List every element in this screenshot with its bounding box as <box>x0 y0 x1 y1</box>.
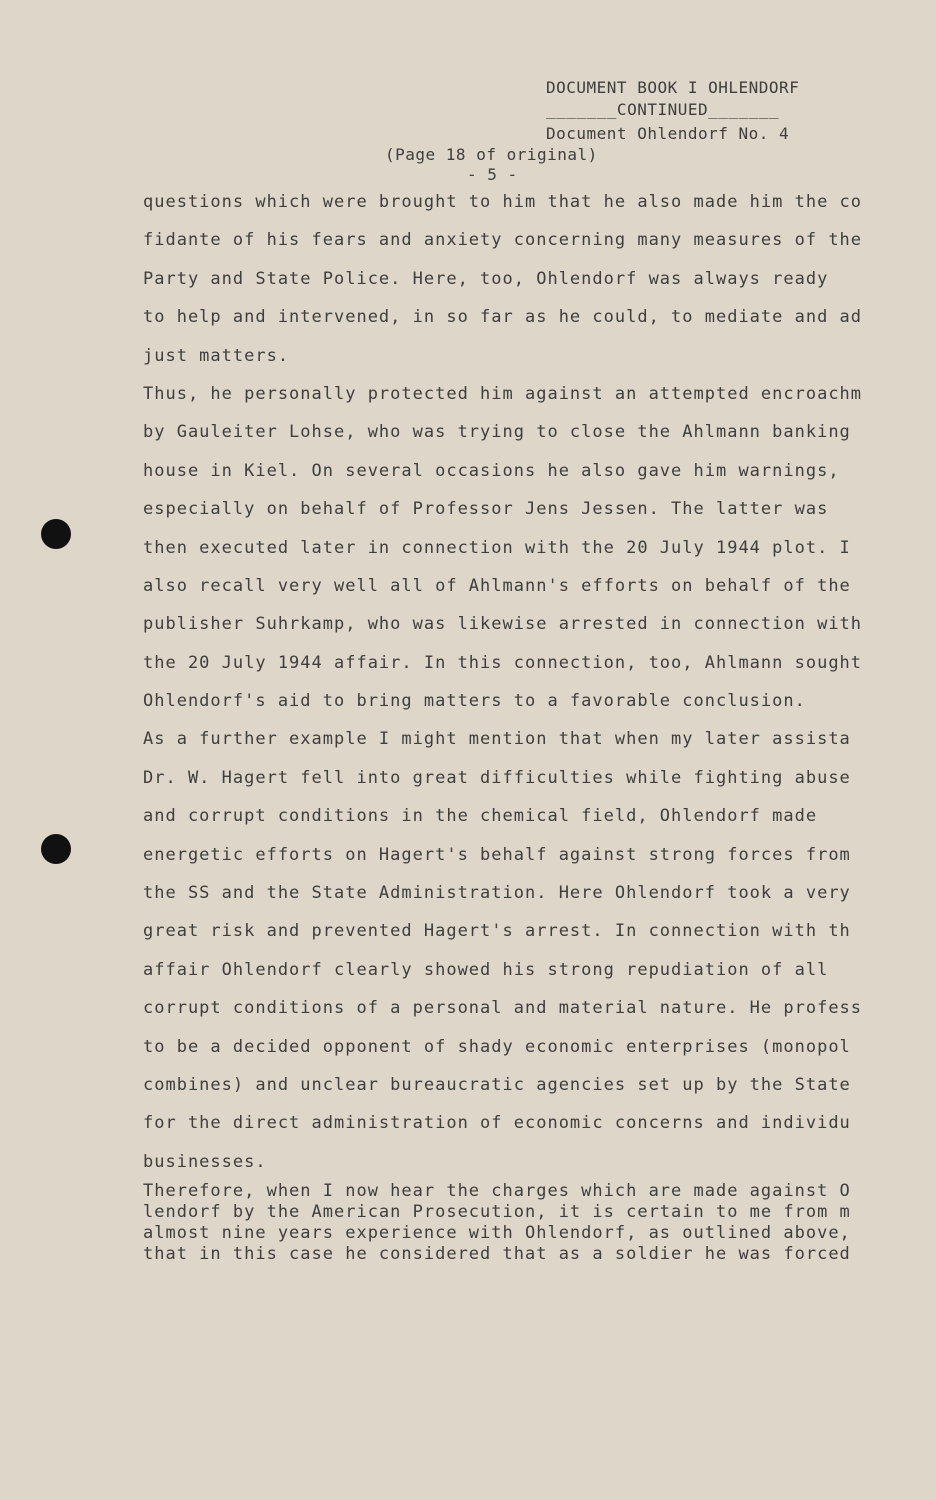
text-line: affair Ohlendorf clearly showed his strong repudiation of all <box>143 959 829 980</box>
text-line: Party and State Police. Here, too, Ohlendorf was always ready <box>143 268 829 289</box>
text-line: great risk and prevented Hagert's arrest. In connection with th <box>143 921 851 942</box>
punch-hole-top <box>41 519 71 549</box>
text-line: just matters. <box>143 345 290 366</box>
text-line: by Gauleiter Lohse, who was trying to close the Ahlmann banking <box>143 422 851 443</box>
text-line: businesses. <box>143 1151 267 1172</box>
text-line: that in this case he considered that as a soldier he was forced <box>143 1244 851 1265</box>
text-line: especially on behalf of Professor Jens Jessen. The latter was <box>143 499 829 520</box>
text-line: to help and intervened, in so far as he could, to mediate and ad <box>143 307 863 328</box>
text-line: lendorf by the American Prosecution, it is certain to me from m <box>143 1202 851 1223</box>
text-line: combines) and unclear bureaucratic agencies set up by the State <box>143 1074 851 1095</box>
text-line: house in Kiel. On several occasions he also gave him warnings, <box>143 460 840 481</box>
text-line: Thus, he personally protected him against an attempted encroachm <box>143 383 863 404</box>
document-book-title: DOCUMENT BOOK I OHLENDORF <box>546 78 800 97</box>
page-number: - 5 - <box>467 165 518 184</box>
text-line: almost nine years experience with Ohlendorf, as outlined above, <box>143 1223 851 1244</box>
text-line: the SS and the State Administration. Here Ohlendorf took a very <box>143 883 851 904</box>
text-line: corrupt conditions of a personal and material nature. He profess <box>143 998 863 1019</box>
document-body <box>143 183 881 1265</box>
text-line: questions which were brought to him that he also made him the co <box>143 192 863 212</box>
text-line: publisher Suhrkamp, who was likewise arrested in connection with <box>143 614 863 635</box>
text-line: the 20 July 1944 affair. In this connection, too, Ahlmann sought <box>143 652 863 673</box>
punch-hole-bottom <box>41 834 71 864</box>
document-number: Document Ohlendorf No. 4 <box>546 124 790 143</box>
text-line: for the direct administration of economic concerns and individu <box>143 1113 851 1134</box>
text-line: also recall very well all of Ahlmann's efforts on behalf of the <box>143 575 851 596</box>
text-line: Ohlendorf's aid to bring matters to a favorable conclusion. <box>143 691 806 712</box>
text-line: fidante of his fears and anxiety concerning many measures of the <box>143 230 863 251</box>
text-line: and corrupt conditions in the chemical field, Ohlendorf made <box>143 806 818 827</box>
text-line: energetic efforts on Hagert's behalf against strong forces from <box>143 844 851 865</box>
text-line: to be a decided opponent of shady economic enterprises (monopol <box>143 1036 851 1057</box>
text-line: As a further example I might mention that when my later assista <box>143 729 851 750</box>
text-line: Therefore, when I now hear the charges which are made against O <box>143 1181 851 1202</box>
original-page-reference: (Page 18 of original) <box>385 145 598 164</box>
continued-label: _______CONTINUED_______ <box>546 100 780 119</box>
text-line: then executed later in connection with the 20 July 1944 plot. I <box>143 537 851 558</box>
text-line: Dr. W. Hagert fell into great difficulties while fighting abuse <box>143 767 851 788</box>
